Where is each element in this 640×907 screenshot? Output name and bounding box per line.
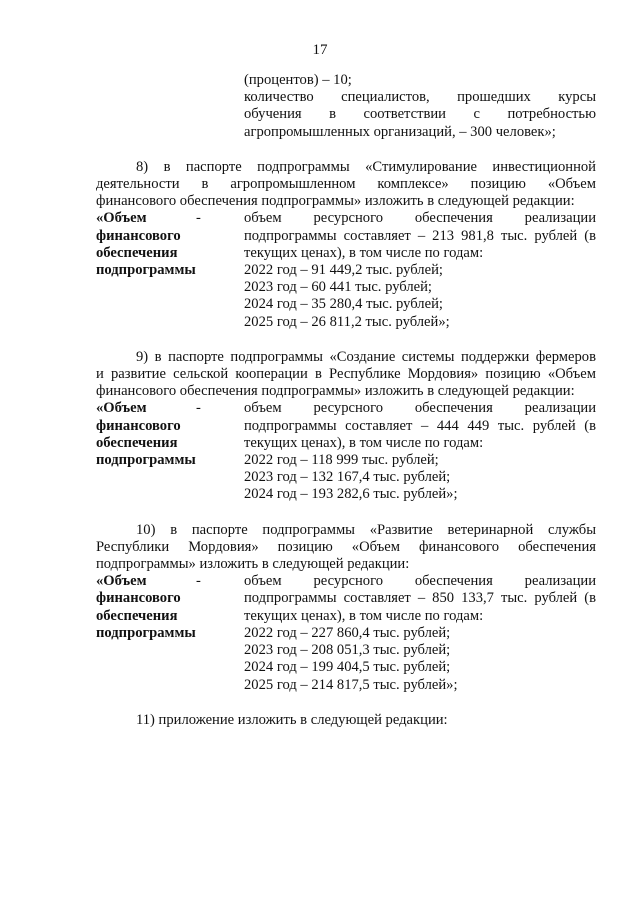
section-8 (96, 159, 596, 331)
funding-dash: - (196, 400, 201, 417)
section-intro-line: 9) в паспорте подпрограммы «Создание системы поддержки фермеров (136, 348, 596, 365)
funding-value-line: объем ресурсного обеспечения реализации (244, 573, 596, 590)
funding-label (96, 400, 196, 503)
funding-value (244, 210, 596, 330)
funding-year-line: 2025 год – 26 811,2 тыс. рублей»; (244, 313, 450, 330)
section-intro-line: подпрограммы» изложить в следующей редакции: (96, 556, 410, 573)
continuation-block (244, 72, 596, 141)
section-intro-line: финансового обеспечения подпрограммы» изложить в следующей редакции: (96, 193, 575, 210)
page-number: 17 (312, 42, 328, 58)
section-intro-line: Республики Мордовия» позицию «Объем финансового обеспечения (96, 538, 596, 555)
funding-label (96, 210, 196, 330)
funding-value-line: подпрограммы составляет – 213 981,8 тыс. рублей (в (244, 227, 596, 244)
funding-value-line: текущих ценах), в том числе по годам: (244, 607, 484, 624)
funding-label-line: финансового (96, 590, 181, 607)
funding-value (244, 400, 596, 503)
funding-label-line: обеспечения (96, 434, 178, 451)
funding-dash: - (196, 210, 201, 227)
section-9 (96, 349, 596, 504)
section-intro-line: 10) в паспорте подпрограммы «Развитие ветеринарной службы (136, 521, 596, 538)
funding-label-line: «Объем (96, 400, 147, 417)
funding-year-line: 2024 год – 199 404,5 тыс. рублей; (244, 659, 451, 676)
continuation-line: (процентов) – 10; (244, 72, 352, 88)
funding-year-line: 2024 год – 193 282,6 тыс. рублей»; (244, 486, 458, 503)
funding-row (96, 400, 596, 503)
continuation-line: количество специалистов, прошедших курсы (244, 89, 596, 106)
funding-label-line: «Объем (96, 210, 147, 227)
section-intro-line: 8) в паспорте подпрограммы «Стимулирование инвестиционной (136, 158, 596, 175)
document-body (96, 72, 596, 729)
funding-value-line: текущих ценах), в том числе по годам: (244, 244, 484, 261)
section-10 (96, 522, 596, 694)
continuation-line: обучения в соответствии с потребностью (244, 106, 596, 123)
funding-year-line: 2023 год – 208 051,3 тыс. рублей; (244, 642, 451, 659)
funding-label-line: подпрограммы (96, 452, 196, 469)
funding-value-line: подпрограммы составляет – 444 449 тыс. рублей (в (244, 417, 596, 434)
section-intro-line: и развитие сельской кооперации в Республике Мордовия» позицию «Объем (96, 366, 596, 383)
funding-label-line: подпрограммы (96, 624, 196, 641)
funding-row (96, 210, 596, 330)
section-intro-line: деятельности в агропромышленном комплексе» позицию «Объем (96, 176, 596, 193)
funding-year-line: 2025 год – 214 817,5 тыс. рублей»; (244, 676, 458, 693)
funding-year-line: 2022 год – 91 449,2 тыс. рублей; (244, 262, 443, 279)
funding-value-line: объем ресурсного обеспечения реализации (244, 400, 596, 417)
funding-label (96, 573, 196, 693)
funding-year-line: 2023 год – 60 441 тыс. рублей; (244, 279, 432, 296)
funding-value-line: объем ресурсного обеспечения реализации (244, 210, 596, 227)
funding-row (96, 573, 596, 693)
funding-label-line: подпрограммы (96, 262, 196, 279)
funding-label-line: финансового (96, 417, 181, 434)
funding-label-line: финансового (96, 227, 181, 244)
funding-value-line: подпрограммы составляет – 850 133,7 тыс. рублей (в (244, 590, 596, 607)
continuation-line: агропромышленных организаций, – 300 человек»; (244, 123, 556, 140)
funding-year-line: 2024 год – 35 280,4 тыс. рублей; (244, 296, 443, 313)
section-11 (96, 712, 596, 729)
section-intro-line: финансового обеспечения подпрограммы» изложить в следующей редакции: (96, 383, 575, 400)
funding-year-line: 2023 год – 132 167,4 тыс. рублей; (244, 469, 451, 486)
funding-label-line: обеспечения (96, 607, 178, 624)
funding-value-line: текущих ценах), в том числе по годам: (244, 434, 484, 451)
closing-line: 11) приложение изложить в следующей редакции: (136, 711, 448, 728)
funding-year-line: 2022 год – 227 860,4 тыс. рублей; (244, 624, 451, 641)
funding-year-line: 2022 год – 118 999 тыс. рублей; (244, 452, 439, 469)
funding-dash: - (196, 573, 201, 590)
funding-value (244, 573, 596, 693)
funding-label-line: «Объем (96, 573, 147, 590)
funding-label-line: обеспечения (96, 244, 178, 261)
